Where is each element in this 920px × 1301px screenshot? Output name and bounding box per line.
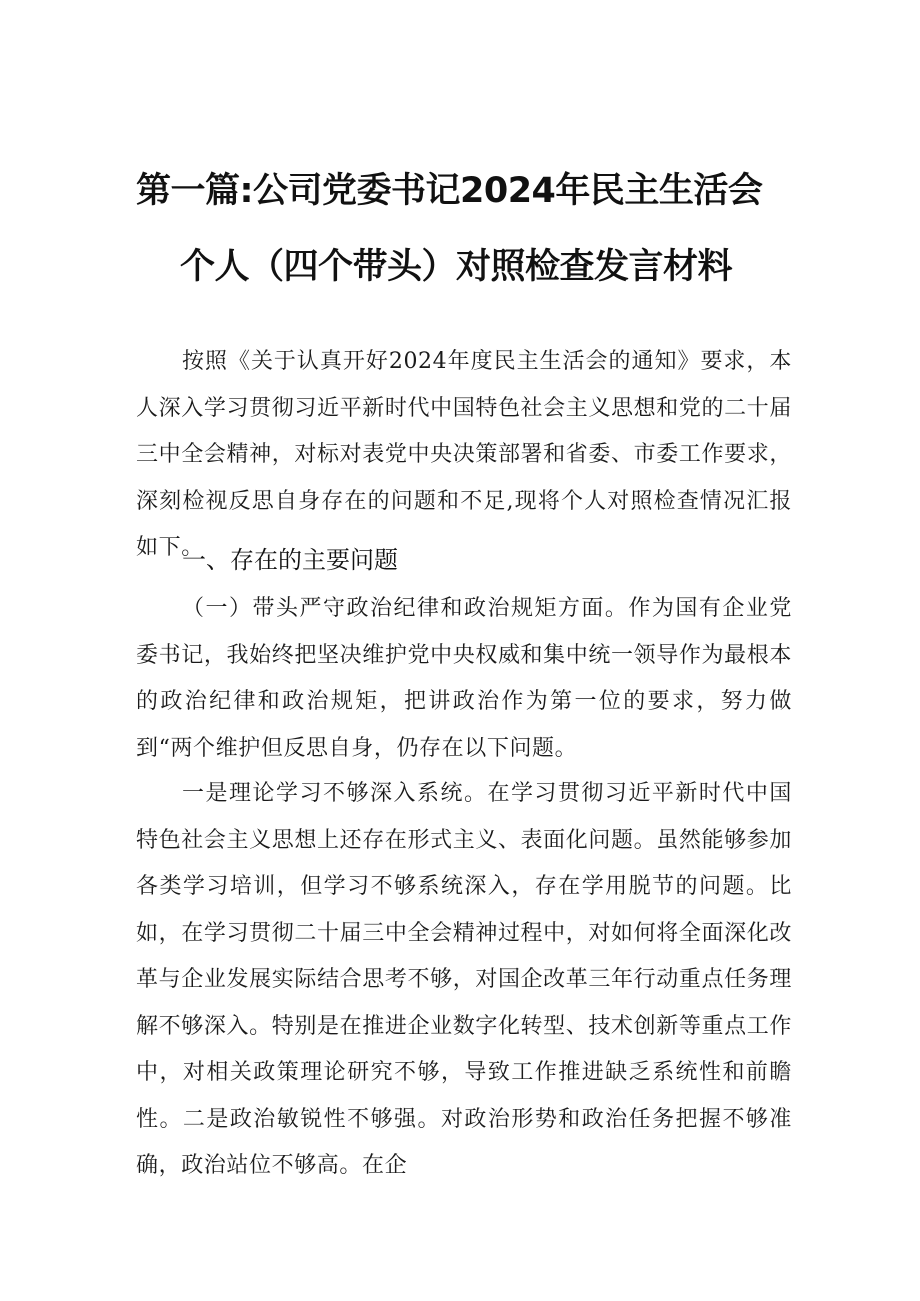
theory-study-paragraph: 一是理论学习不够深入系统。在学习贯彻习近平新时代中国特色社会主义思想上还存在形式主义、表面化问题。虽然能够参加各类学习培训，但学习不够系统深入，存在学用脱节的问题。比如，在学习贯彻二十届三中全会精神过程中，对如何将全面深化改革与企业发展实际结合思考不够，对国企改革三年行动重点任务理解不够深入。特别是在推进企业数字化转型、技术创新等重点工作中，对相关政策理论研究不够，导致工作推进缺乏系统性和前瞻性。二是政治敏锐性不够强。对政治形势和政治任务把握不够准确，政治站位不够高。在企 [136, 781, 792, 1178]
section-heading-main-problems: 一、存在的主要问题 [182, 546, 398, 574]
document-title-line-1: 第一篇:公司党委书记2024年民主生活会 [136, 171, 763, 211]
document-title-line-2: 个人（四个带头）对照检查发言材料 [180, 247, 733, 287]
political-discipline-paragraph: （一）带头严守政治纪律和政治规矩方面。作为国有企业党委书记，我始终把坚决维护党中央权威和集中统一领导作为最根本的政治纪律和政治规矩，把讲政治作为第一位的要求，努力做到“两个维护但反思自身，仍存在以下问题。 [136, 596, 792, 761]
intro-paragraph: 按照《关于认真开好2024年度民主生活会的通知》要求，本人深入学习贯彻习近平新时代中国特色社会主义思想和党的二十届三中全会精神，对标对表党中央决策部署和省委、市委工作要求，深刻检视反思自身存在的问题和不足,现将个人对照检查情况汇报如下。 [136, 349, 792, 560]
